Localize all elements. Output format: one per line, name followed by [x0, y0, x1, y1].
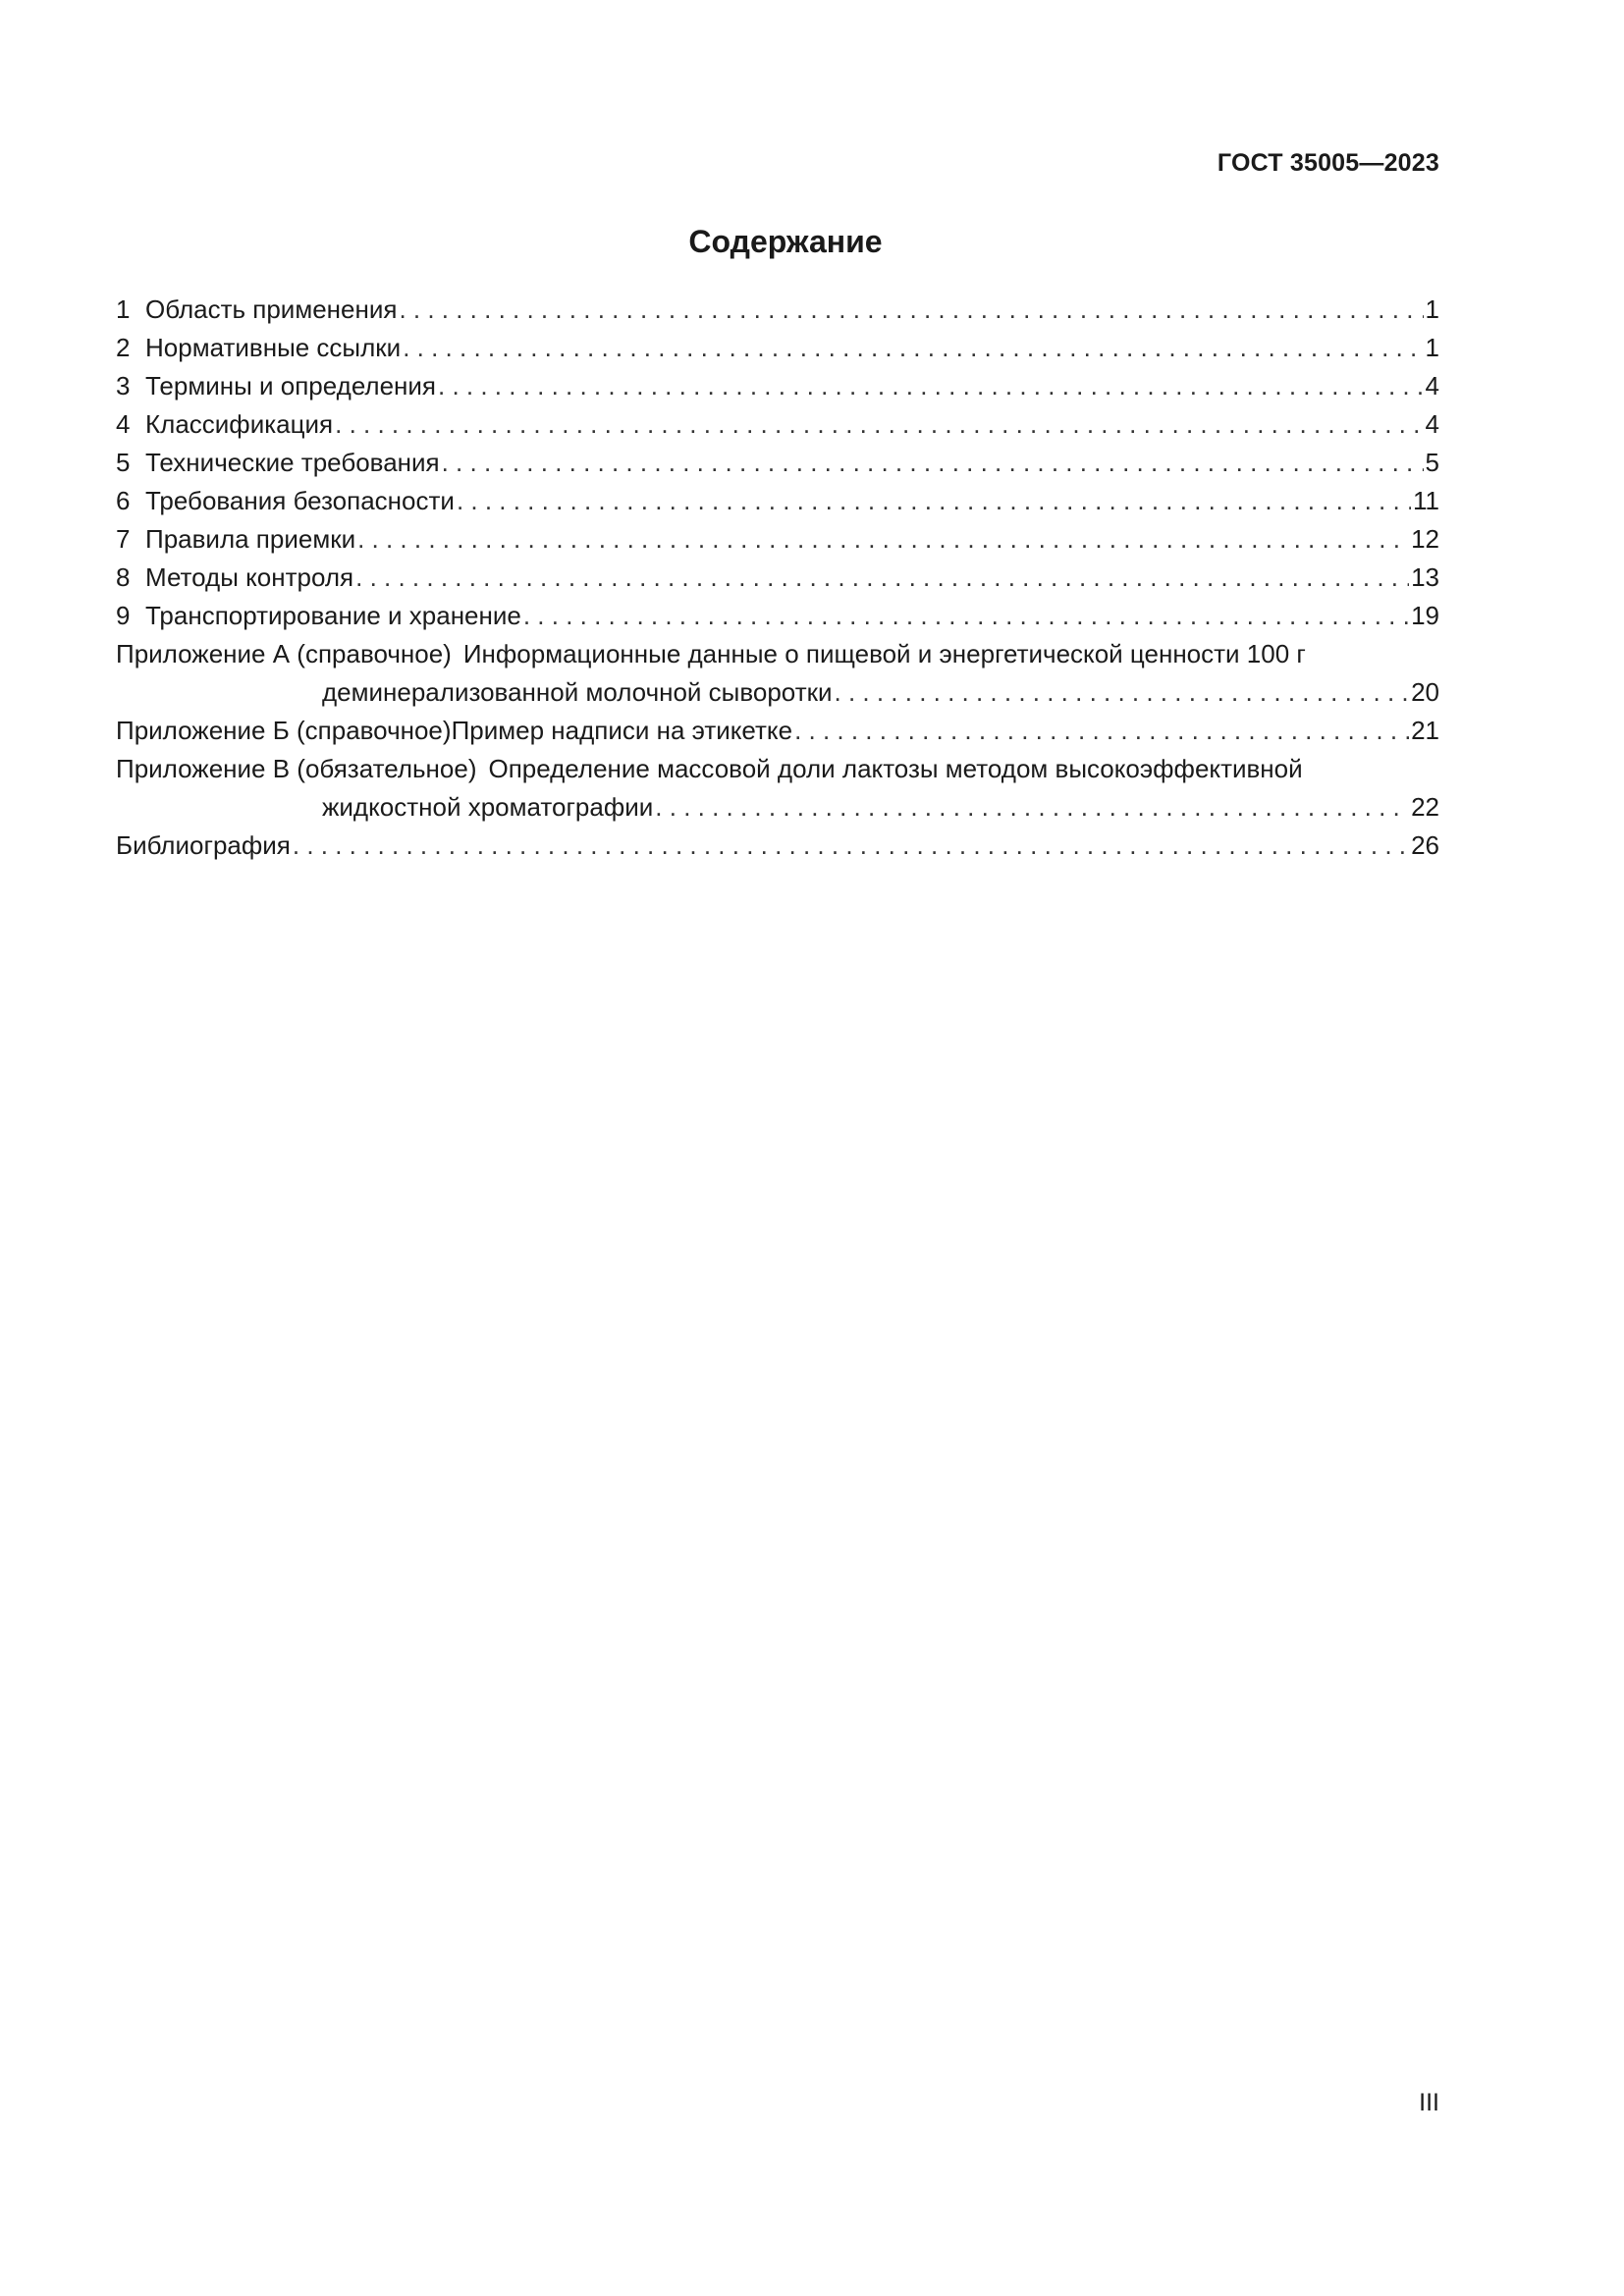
toc-entry-page: 13	[1411, 562, 1439, 592]
toc-entry-4[interactable]	[116, 405, 1439, 444]
toc-entry-number: 4	[116, 409, 131, 439]
dot-leader	[335, 405, 1423, 444]
dot-leader	[457, 482, 1411, 520]
toc-entry-7[interactable]	[116, 520, 1439, 559]
table-of-contents	[116, 291, 1439, 865]
toc-entry-page: 22	[1411, 792, 1439, 822]
toc-entry-5[interactable]	[116, 444, 1439, 482]
toc-entry-page: 12	[1411, 524, 1439, 554]
toc-entry-title: Область применения	[145, 294, 398, 324]
toc-entry-title: Транспортирование и хранение	[145, 601, 521, 630]
toc-entry-3[interactable]	[116, 367, 1439, 405]
appendix-label: Приложение Б (справочное)	[116, 716, 452, 745]
toc-title: Содержание	[688, 224, 883, 259]
toc-entry-page: 5	[1425, 448, 1439, 477]
dot-leader	[835, 673, 1410, 712]
toc-entry-number: 9	[116, 601, 131, 630]
toc-entry-8[interactable]	[116, 559, 1439, 597]
toc-entry-number: 2	[116, 333, 131, 362]
dot-leader	[523, 597, 1409, 635]
dot-leader	[399, 291, 1423, 329]
toc-entry-2[interactable]	[116, 329, 1439, 367]
toc-entry-6[interactable]	[116, 482, 1439, 520]
toc-entry-page: 21	[1411, 716, 1439, 745]
appendix-label: Приложение А (справочное)	[116, 639, 452, 668]
toc-entry-page: 20	[1411, 677, 1439, 707]
toc-entry-1[interactable]	[116, 291, 1439, 329]
toc-entry-number: 6	[116, 486, 131, 515]
toc-entry-title: Термины и определения	[145, 371, 437, 400]
page-number: III	[1419, 2089, 1439, 2116]
toc-entry-page: 26	[1411, 830, 1439, 860]
toc-entry-page: 11	[1413, 486, 1439, 515]
toc-entry-title: Методы контроля	[145, 562, 354, 592]
toc-entry-number: 8	[116, 562, 131, 592]
dot-leader	[357, 520, 1409, 559]
toc-entry-page: 19	[1411, 601, 1439, 630]
dot-leader	[403, 329, 1423, 367]
appendix-label: Приложение В (обязательное)	[116, 754, 477, 783]
dot-leader	[438, 367, 1424, 405]
dot-leader	[293, 827, 1409, 865]
appendix-title-continued: жидкостной хроматографии	[322, 792, 654, 822]
dot-leader	[355, 559, 1409, 597]
toc-entry-number: 3	[116, 371, 131, 400]
toc-entry-number: 1	[116, 294, 131, 324]
toc-entry-title: Технические требования	[145, 448, 440, 477]
toc-entry-title: Требования безопасности	[145, 486, 455, 515]
toc-entry-title: Классификация	[145, 409, 334, 439]
toc-entry-number: 7	[116, 524, 131, 554]
toc-appendix-b[interactable]	[116, 712, 1439, 750]
appendix-title: Определение массовой доли лактозы методом высокоэффективной	[488, 754, 1303, 783]
toc-entry-number: 5	[116, 448, 131, 477]
dot-leader	[655, 788, 1409, 827]
toc-entry-title: Нормативные ссылки	[145, 333, 402, 362]
appendix-title-continued: деминерализованной молочной сыворотки	[322, 677, 833, 707]
dot-leader	[442, 444, 1424, 482]
toc-bibliography[interactable]	[116, 827, 1439, 865]
appendix-title: Информационные данные о пищевой и энергетической ценности 100 г	[462, 639, 1306, 668]
toc-entry-page: 4	[1425, 409, 1439, 439]
toc-entry-page: 1	[1425, 333, 1439, 362]
appendix-title: Пример надписи на этикетке	[451, 716, 793, 745]
toc-appendix-v[interactable]	[116, 750, 1439, 827]
toc-appendix-a[interactable]	[116, 635, 1439, 712]
toc-entry-page: 4	[1425, 371, 1439, 400]
toc-entry-9[interactable]	[116, 597, 1439, 635]
toc-entry-title: Правила приемки	[145, 524, 356, 554]
document-code: ГОСТ 35005—2023	[1217, 149, 1439, 177]
dot-leader	[794, 712, 1409, 750]
toc-entry-page: 1	[1425, 294, 1439, 324]
toc-entry-title: Библиография	[116, 830, 291, 860]
